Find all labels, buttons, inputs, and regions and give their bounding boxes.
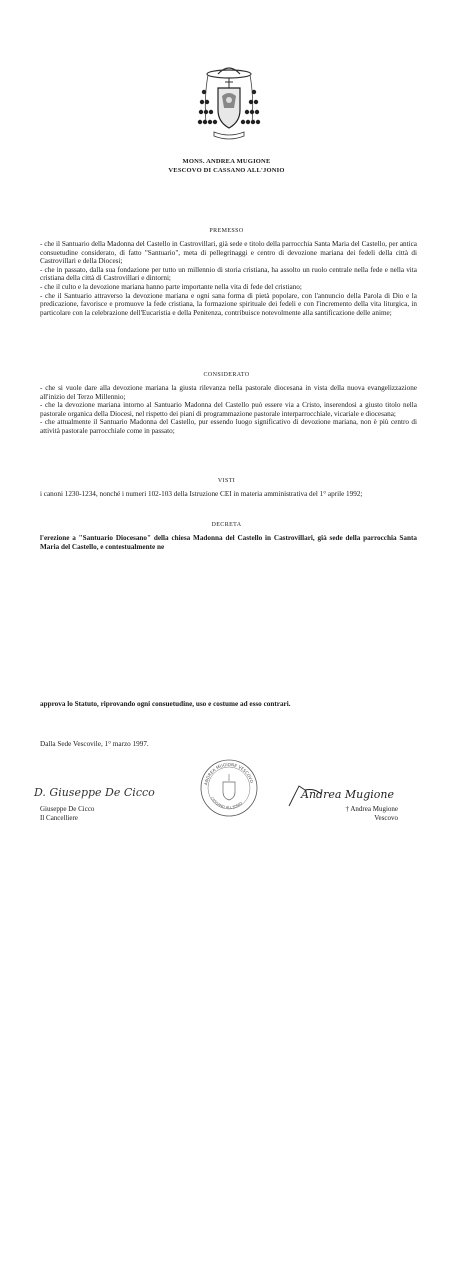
- bishop-name: MONS. ANDREA MUGIONE: [182, 158, 271, 165]
- date-line: Dalla Sede Vescovile, 1° marzo 1997.: [40, 740, 149, 748]
- decreta-text: l'erezione a "Santuario Diocesano" della chiesa Madonna del Castello in Castrovillari, già sede della parrocchia Santa Maria del Castello, e contestualmente ne: [40, 534, 417, 551]
- chancellor-name: Giuseppe De Cicco: [40, 805, 95, 813]
- decreta-heading: DECRETA: [211, 522, 242, 528]
- bishop-title: VESCOVO DI CASSANO ALL'JONIO: [168, 167, 285, 174]
- visti-text: i canoni 1230-1234, nonché i numeri 102-103 della Istruzione CEI in materia amministrativa del 1° aprile 1992;: [40, 490, 363, 498]
- svg-text:ANDREA MUGIONE VESCOVO: ANDREA MUGIONE VESCOVO: [203, 761, 255, 786]
- bishop-signature-name: † Andrea Mugione: [345, 805, 398, 813]
- premesso-item: - che in passato, dalla sua fondazione per tutto un millennio di storia cristiana, ha assolto un ruolo centrale nella fede e nella vita cristiana della città di Castrovillari e dintorni;: [40, 265, 417, 283]
- svg-text:D. Giuseppe De Cicco: D. Giuseppe De Cicco: [34, 786, 155, 799]
- coat-of-arms-icon: [196, 62, 262, 142]
- considerato-item: - che la devozione mariana intorno al Santuario Madonna del Castello può essere via a Cristo, inserendosi a giusto titolo nella pastorale organica della Diocesi, nel rispetto dei piani di programmazione pastorale interparrocchiale, vicariale e diocesana;: [40, 401, 417, 418]
- episcopal-seal-icon: [199, 758, 259, 818]
- considerato-item: - che si vuole dare alla devozione mariana la giusta rilevanza nella pastorale diocesana in vista della nuova evangelizzazione all'inizio del Terzo Millennio;: [40, 384, 417, 401]
- chancellor-role: Il Cancelliere: [40, 814, 78, 822]
- considerato-item: - che attualmente il Santuario Madonna del Castello, pur essendo luogo significativo di devozione mariana, non è più centro di attività pastorale parrocchiale come in passato;: [40, 418, 417, 435]
- premesso-section: [40, 240, 417, 317]
- premesso-item: - che il Santuario attraverso la devozione mariana e ogni sana forma di pietà popolare, con l'annuncio della Parola di Dio e la predicazione, favorisce e promuove la fede cristiana, la formazione spirituale dei fedeli e con l'incremento della vita liturgica, in particolare con la celebrazione dell'Eucaristia e della Penitenza, contribuisce notevolmente alla santificazione delle anime;: [40, 291, 417, 317]
- signature-left-block: [40, 805, 94, 823]
- svg-text:CASSANO ALL'JONIO: CASSANO ALL'JONIO: [209, 796, 244, 810]
- bishop-signature-role: Vescovo: [374, 814, 398, 822]
- signature-left-handwriting: [30, 778, 155, 804]
- considerato-section: [40, 384, 417, 436]
- premesso-item: - che il culto e la devozione mariana hanno parte importante nella vita di fede del cristiano;: [40, 282, 302, 291]
- signature-right-block: [346, 805, 399, 823]
- premesso-item: - che il Santuario della Madonna del Castello in Castrovillari, già sede e titolo della parrocchia Santa Maria del Castello, per antica consuetudine considerato, di fatto "Santuario", meta di pellegrinaggi e centro di devozione mariana dei fedeli della città di Castrovillari e della Diocesi;: [40, 240, 417, 266]
- approva-text: approva lo Statuto, riprovando ogni consuetudine, uso e costume ad esso contrari.: [40, 700, 291, 708]
- considerato-heading: CONSIDERATO: [203, 372, 250, 378]
- premesso-heading: PREMESSO: [209, 228, 244, 234]
- visti-heading: VISTI: [217, 478, 236, 484]
- svg-text:Andrea Mugione: Andrea Mugione: [301, 788, 395, 801]
